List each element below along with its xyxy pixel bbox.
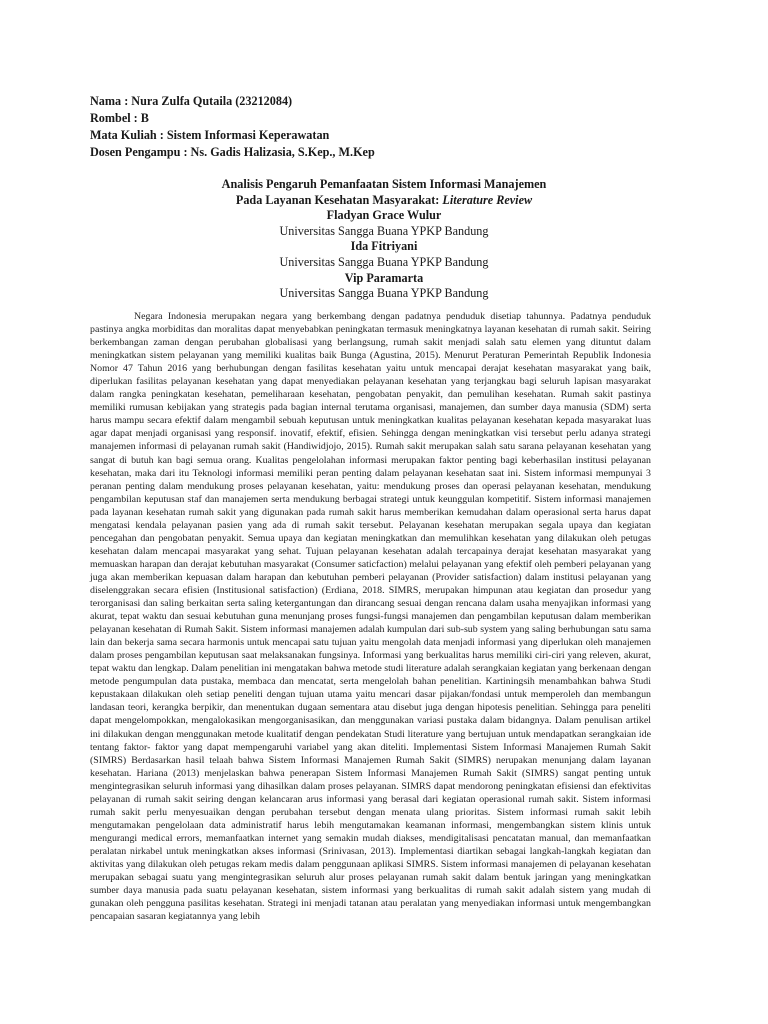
student-name: Nama : Nura Zulfa Qutaila (23212084): [90, 94, 293, 108]
class-group: Rombel : B: [90, 111, 149, 125]
paper-title-line2: [60, 193, 708, 209]
author-affiliation: Universitas Sangga Buana YPKP Bandung: [279, 254, 489, 269]
author-name: Vip Paramarta: [344, 270, 424, 285]
paper-title-line2-text: Pada Layanan Kesehatan Masyarakat:: [235, 192, 443, 207]
author-name: Ida Fitriyani: [350, 239, 418, 254]
author-name: Fladyan Grace Wulur: [326, 208, 442, 223]
author-affiliation: Universitas Sangga Buana YPKP Bandung: [279, 223, 489, 238]
student-info: [90, 93, 690, 161]
paper-header: [60, 177, 708, 302]
body-paragraph: Negara Indonesia merupakan negara yang berkembang dengan padatnya penduduk disetiap tahunnya. Padatnya penduduk pastinya angka morbiditas dan moralitas dapat menyebabkan peningkatan termasuk meningkatnya layanan kesehatan di rumah sakit. Seiring berkembangan zaman dengan perubahan globalisasi yang berlangsung, rumah sakit menjadi salah satu elemen yang dituntut dalam meningkatkan sistem pelayanan yang memiliki kualitas baik Bunga (Agustina, 2015). Menurut Peraturan Pemerintah Republik Indonesia Nomor 47 Tahun 2016 yang berhubungan dengan fasilitas kesehatan yaitu untuk mencapai derajat kesehatan masyarakat yang baik, diperlukan fasilitas pelayanan kesehatan yang dapat menyediakan pelayanan kesehatan yang terjangkau bagi seluruh lapisan masyarakat dalam rangka peningkatan kesehatan, pemeliharaan kesehatan, pengobatan penyakit, dan pemulihan kesehatan. Rumah sakit pastinya memiliki rumusan kebijakan yang strategis pada bagian internal terutama organisasi, manajemen, dan sumber daya manusia (SDM) serta harus mampu secara efektif dalam mengambil sebuah keputusan untuk meningkatkan kualitas pelayanan kesehatan kepada masyarakat luas agar dapat menjadi organisasi yang responsif. inovatif, efektif, efisien. Sehingga dengan meningkatkan visi tersebut perlu adanya strategi manajemen informasi di pelayanan rumah sakit (Handiwidjojo, 2015). Rumah sakit merupakan salah satu sarana pelayanan kesehatan yang sangat di butuh kan bagi semua orang. Kualitas pengelolahan informasi merupakan faktor penting bagi keberhasilan institusi pelayanan kesehatan, maka dari itu Teknologi informasi memiliki peran penting dalam pelayanan kesehatan saat ini. Sistem informasi mempunyai 3 peranan penting dalam mendukung proses pelayanan kesehatan, yaitu: mendukung proses dan operasi pelayanan kesehatan, mendukung pengambilan keputusan staf dan manajemen serta mendukung berbagai strategi untuk keunggulan kompetitif. Sistem informasi manajemen pada layanan kesehatan rumah sakit yang digunakan pada rumah sakit harus memberikan kemudahan dalam operasional serta harus dapat mengatasi kendala pelayanan pasien yang ada di rumah sakit tersebut. Pelayanan kesehatan merupakan segala upaya dan kegiatan pencegahan dan pengobatan penyakit. Semua upaya dan kegiatan meningkatkan dan memulihkan kesehatan yang dilakukan oleh petugas kesehatan dalam mencapai masyarakat yang sehat. Tujuan pelayanan kesehatan adalah tercapainya derajat kesehatan masyarakat yang memuaskan harapan dan derajat kebutuhan masyarakat (Consumer saticfaction) melalui pelayanan yang efektif oleh pemberi pelayanan yang juga akan memberikan kepuasan dalam harapan dan kebutuhan pemberi pelayanan (Provider satisfaction) dalam institusi pelayanan yang diselenggrakan secara efisien (Institusional satisfaction) (Erdiana, 2018. SIMRS, merupakan himpunan atau kegiatan dan prosedur yang terorganisasi dan saling berkaitan serta saling ketergantungan dan dirancang sesuai dengan rencana dalam usaha menyajikan informasi yang akurat, tepat waktu dan sesuai kebutuhan guna menunjang proses fungsi-fungsi manajemen dan pengambilan keputusan dalam memberikan pelayanan kesehatan di Rumah Sakit. Sistem informasi manajemen adalah kumpulan dari sub-sub system yang saling berhubungan satu sama lain dan bekerja sama secara harmonis untuk mencapai satu tujuan yaitu mengolah data menjadi informasi yang diperlukan oleh manajemen dalam proses pengambilan keputusan saat melaksanakan fungsinya. Informasi yang berkualitas harus memiliki ciri-ciri yang releven, akurat, tepat waktu dan lengkap. Dalam penelitian ini mengatakan bahwa metode studi literature adalah serangkaian kegiatan yang berkenaan dengan metode pengumpulan data pustaka, membaca dan mencatat, serta mengelolah bahan penelitian. Kartiningsih menambahkan bahwa Studi kepustakaan dilakukan oleh setiap peneliti dengan tujuan utama yaitu mencari dasar pijakan/fondasi untuk memperoleh dan membangun landasan teori, kerangka berpikir, dan menentukan dugaan sementara atau disebut juga dengan hipotesis penelitian. Sehingga para peneliti dapat mengelompokkan, mengalokasikan mengorganisasikan, dan menggunakan variasi pustaka dalam bidangnya. Dalam penulisan artikel ini dilakukan dengan menggunakan metode kualitatif dengan pendekatan Studi literature yang bertujuan untuk mendapatkan serangkaian ide tentang faktor- faktor yang dapat mempengaruhi variabel yang akan diteliti. Implementasi Sistem Informasi Manajemen Rumah Sakit (SIMRS) Berdasarkan hasil telaah bahwa Sistem Informasi Manajemen Rumah Sakit (SIMRS) nerupakan menunjang dalam layanan kesehatan. Hariana (2013) menjelaskan bahwa penerapan Sistem Informasi Manajemen Rumah Sakit (SIMRS) sangat penting untuk mengintegrasikan seluruh informasi yang dihasilkan dalam proses pelayanan. SIMRS dapat mendorong peningkatan efisiensi dan efektivitas pelayanan di rumah sakit seiring dengan kelancaran arus informasi yang berasal dari kegiatan operasional rumah sakit. Sistem informasi rumah sakit perlu menyesuaikan dengan perubahan tersebut dengan menata ulang prioritas. Sistem informasi rumah sakit lebih mengutamakan pengelolaan data administratif harus lebih mengutamakan keamanan informasi, mengembangkan sistem klinis untuk mengurangi medical errors, memanfaatkan internet yang semakin mudah diakses, mendigitalisasi pencatatan manual, dan memanfaatkan peralatan nirkabel untuk meningkatkan akses informasi (Srinivasan, 2013). Implementasi diartikan sebagai langkah-langkah kegiatan dan aktivitas yang dilakukan oleh petugas rekam medis dalam penggunaan aplikasi SIMRS. Sistem informasi manajemen di pelayanan kesehatan merupakan sebagai suatu yang mengintegrasikan seluruh alur proses pelayanan rumah sakit dalam bentuk jaringan yang meningkatkan sumber daya manusia pada suatu pelayanan kesehatan, sistem informasi yang berkualitas di rumah sakit adalah sistem yang mudah di gunakan oleh pengguna pasilitas kesehatan. Strategi ini menjadi tatanan atau peralatan yang menyediakan informasi untuk mengembangkan pencapaian sasaran kegiatannya yang lebih: [90, 311, 652, 923]
course-name: Mata Kuliah : Sistem Informasi Keperawatan: [90, 128, 330, 142]
paper-title-line1: Analisis Pengaruh Pemanfaatan Sistem Informasi Manajemen: [221, 177, 547, 191]
paper-title-italic: Literature Review: [442, 192, 533, 207]
author-affiliation: Universitas Sangga Buana YPKP Bandung: [279, 286, 489, 301]
lecturer-name: Dosen Pengampu : Ns. Gadis Halizasia, S.Kep., M.Kep: [90, 145, 375, 159]
